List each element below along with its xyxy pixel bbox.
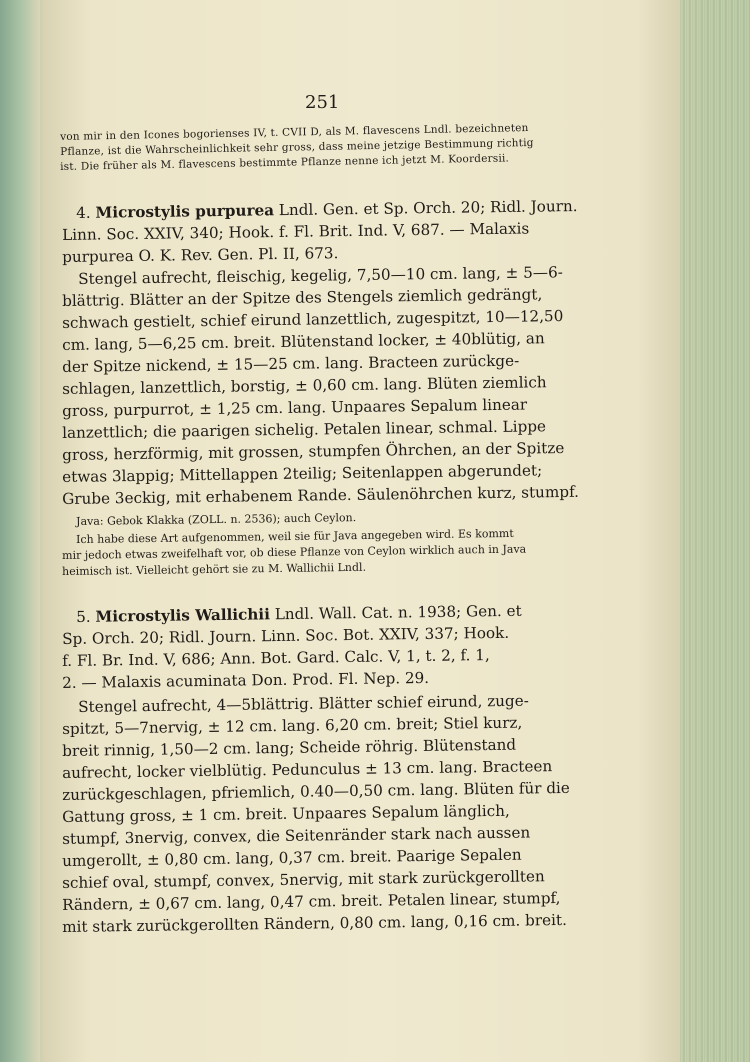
- species-4-line: Grube 3eckig, mit erhabenem Rande. Säulenöhrchen kurz, stumpf.: [62, 482, 580, 508]
- species-4-line: purpurea O. K. Rev. Gen. Pl. II, 673.: [62, 244, 339, 266]
- species-4-line: Stengel aufrecht, fleischig, kegelig, 7,50—10 cm. lang, ± 5—6-: [78, 263, 563, 288]
- species-4-note: Ich habe diese Art aufgenommen, weil sie für Java angegeben wird. Es kommt: [76, 526, 514, 546]
- intro-note-line: Pflanze, ist die Wahrscheinlichkeit sehr gross, dass meine jetzige Bestimmung richtig: [60, 136, 534, 158]
- species-4-line: lanzettlich; die paarigen sichelig. Petalen linear, schmal. Lippe: [62, 417, 547, 442]
- species-5-line: stumpf, 3nervig, convex, die Seitenränder stark nach aussen: [62, 823, 531, 848]
- species-5-line: spitzt, 5—7nervig, ± 12 cm. lang. 6,20 cm. breit; Stiel kurz,: [62, 713, 523, 738]
- species-4-line: blättrig. Blätter an der Spitze des Stengels ziemlich gedrängt,: [62, 285, 543, 310]
- species-5-line: zurückgeschlagen, pfriemlich, 0.40—0,50 cm. lang. Blüten für die: [62, 778, 570, 804]
- species-4-note: heimisch ist. Vielleicht gehört sie zu M. Wallichii Lndl.: [62, 560, 367, 578]
- species-5-line: mit stark zurückgerollten Rändern, 0,80 cm. lang, 0,16 cm. breit.: [62, 910, 567, 936]
- species-citation: Lndl. Wall. Cat. n. 1938; Gen. et: [274, 601, 522, 624]
- intro-note-line: ist. Die früher als M. flavescens bestimmte Pflanze nenne ich jetzt M. Koordersii.: [60, 152, 510, 173]
- species-number: 4.: [76, 203, 91, 222]
- species-4-line: Linn. Soc. XXIV, 340; Hook. f. Fl. Brit. Ind. V, 687. — Malaxis: [62, 219, 530, 244]
- species-5-line: aufrecht, locker vielblütig. Pedunculus ± 13 cm. lang. Bracteen: [62, 757, 553, 782]
- species-5-line: 2. — Malaxis acuminata Don. Prod. Fl. Nep. 29.: [62, 668, 430, 692]
- species-5-line: umgerollt, ± 0,80 cm. lang, 0,37 cm. breit. Paarige Sepalen: [62, 845, 522, 870]
- species-name: Microstylis purpurea: [95, 201, 275, 222]
- species-4-line: cm. lang, 5—6,25 cm. breit. Blütenstand locker, ± 40blütig, an: [62, 329, 545, 354]
- species-4-line: gross, purpurrot, ± 1,25 cm. lang. Unpaares Sepalum linear: [62, 395, 528, 420]
- species-5-line: schief oval, stumpf, convex, 5nervig, mit stark zurückgerollten: [62, 867, 545, 892]
- page-edge-shadow: [680, 0, 750, 1062]
- species-5-line: Sp. Orch. 20; Ridl. Journ. Linn. Soc. Bot. XXIV, 337; Hook.: [62, 623, 510, 648]
- species-citation: Lndl. Gen. et Sp. Orch. 20; Ridl. Journ.: [278, 196, 578, 220]
- species-number: 5.: [76, 607, 91, 626]
- species-5-line: Rändern, ± 0,67 cm. lang, 0,47 cm. breit. Petalen linear, stumpf,: [62, 889, 561, 914]
- species-4-line: gross, herzförmig, mit grossen, stumpfen Öhrchen, an der Spitze: [62, 438, 565, 464]
- species-4-line: der Spitze nickend, ± 15—25 cm. lang. Bracteen zurückge-: [62, 351, 520, 376]
- intro-note-line: von mir in den Icones bogorienses IV, t. CVII D, als M. flavescens Lndl. bezeichneten: [60, 122, 529, 143]
- species-5-line: Gattung gross, ± 1 cm. breit. Unpaares Sepalum länglich,: [62, 801, 510, 826]
- species-4-note: Java: Gebok Klakka (ZOLL. n. 2536); auch Ceylon.: [76, 511, 357, 528]
- page-gutter: [0, 0, 40, 1062]
- species-4-line: schlagen, lanzettlich, borstig, ± 0,60 cm. lang. Blüten ziemlich: [62, 373, 547, 398]
- species-name: Microstylis Wallichii: [95, 605, 271, 626]
- species-5-line: breit rinnig, 1,50—2 cm. lang; Scheide röhrig. Blütenstand: [62, 735, 517, 760]
- page-number: 251: [305, 92, 340, 113]
- species-5-line: f. Fl. Br. Ind. V, 686; Ann. Bot. Gard. Calc. V, 1, t. 2, f. 1,: [62, 646, 490, 670]
- species-4-line: schwach gestielt, schief eirund lanzettlich, zugespitzt, 10—12,50: [62, 307, 564, 332]
- species-5-line: Stengel aufrecht, 4—5blättrig. Blätter schief eirund, zuge-: [78, 691, 529, 716]
- species-4-line: etwas 3lappig; Mittellappen 2teilig; Seitenlappen abgerundet;: [62, 461, 543, 486]
- species-4-note: mir jedoch etwas zweifelhaft vor, ob diese Pflanze von Ceylon wirklich auch in Java: [62, 542, 527, 562]
